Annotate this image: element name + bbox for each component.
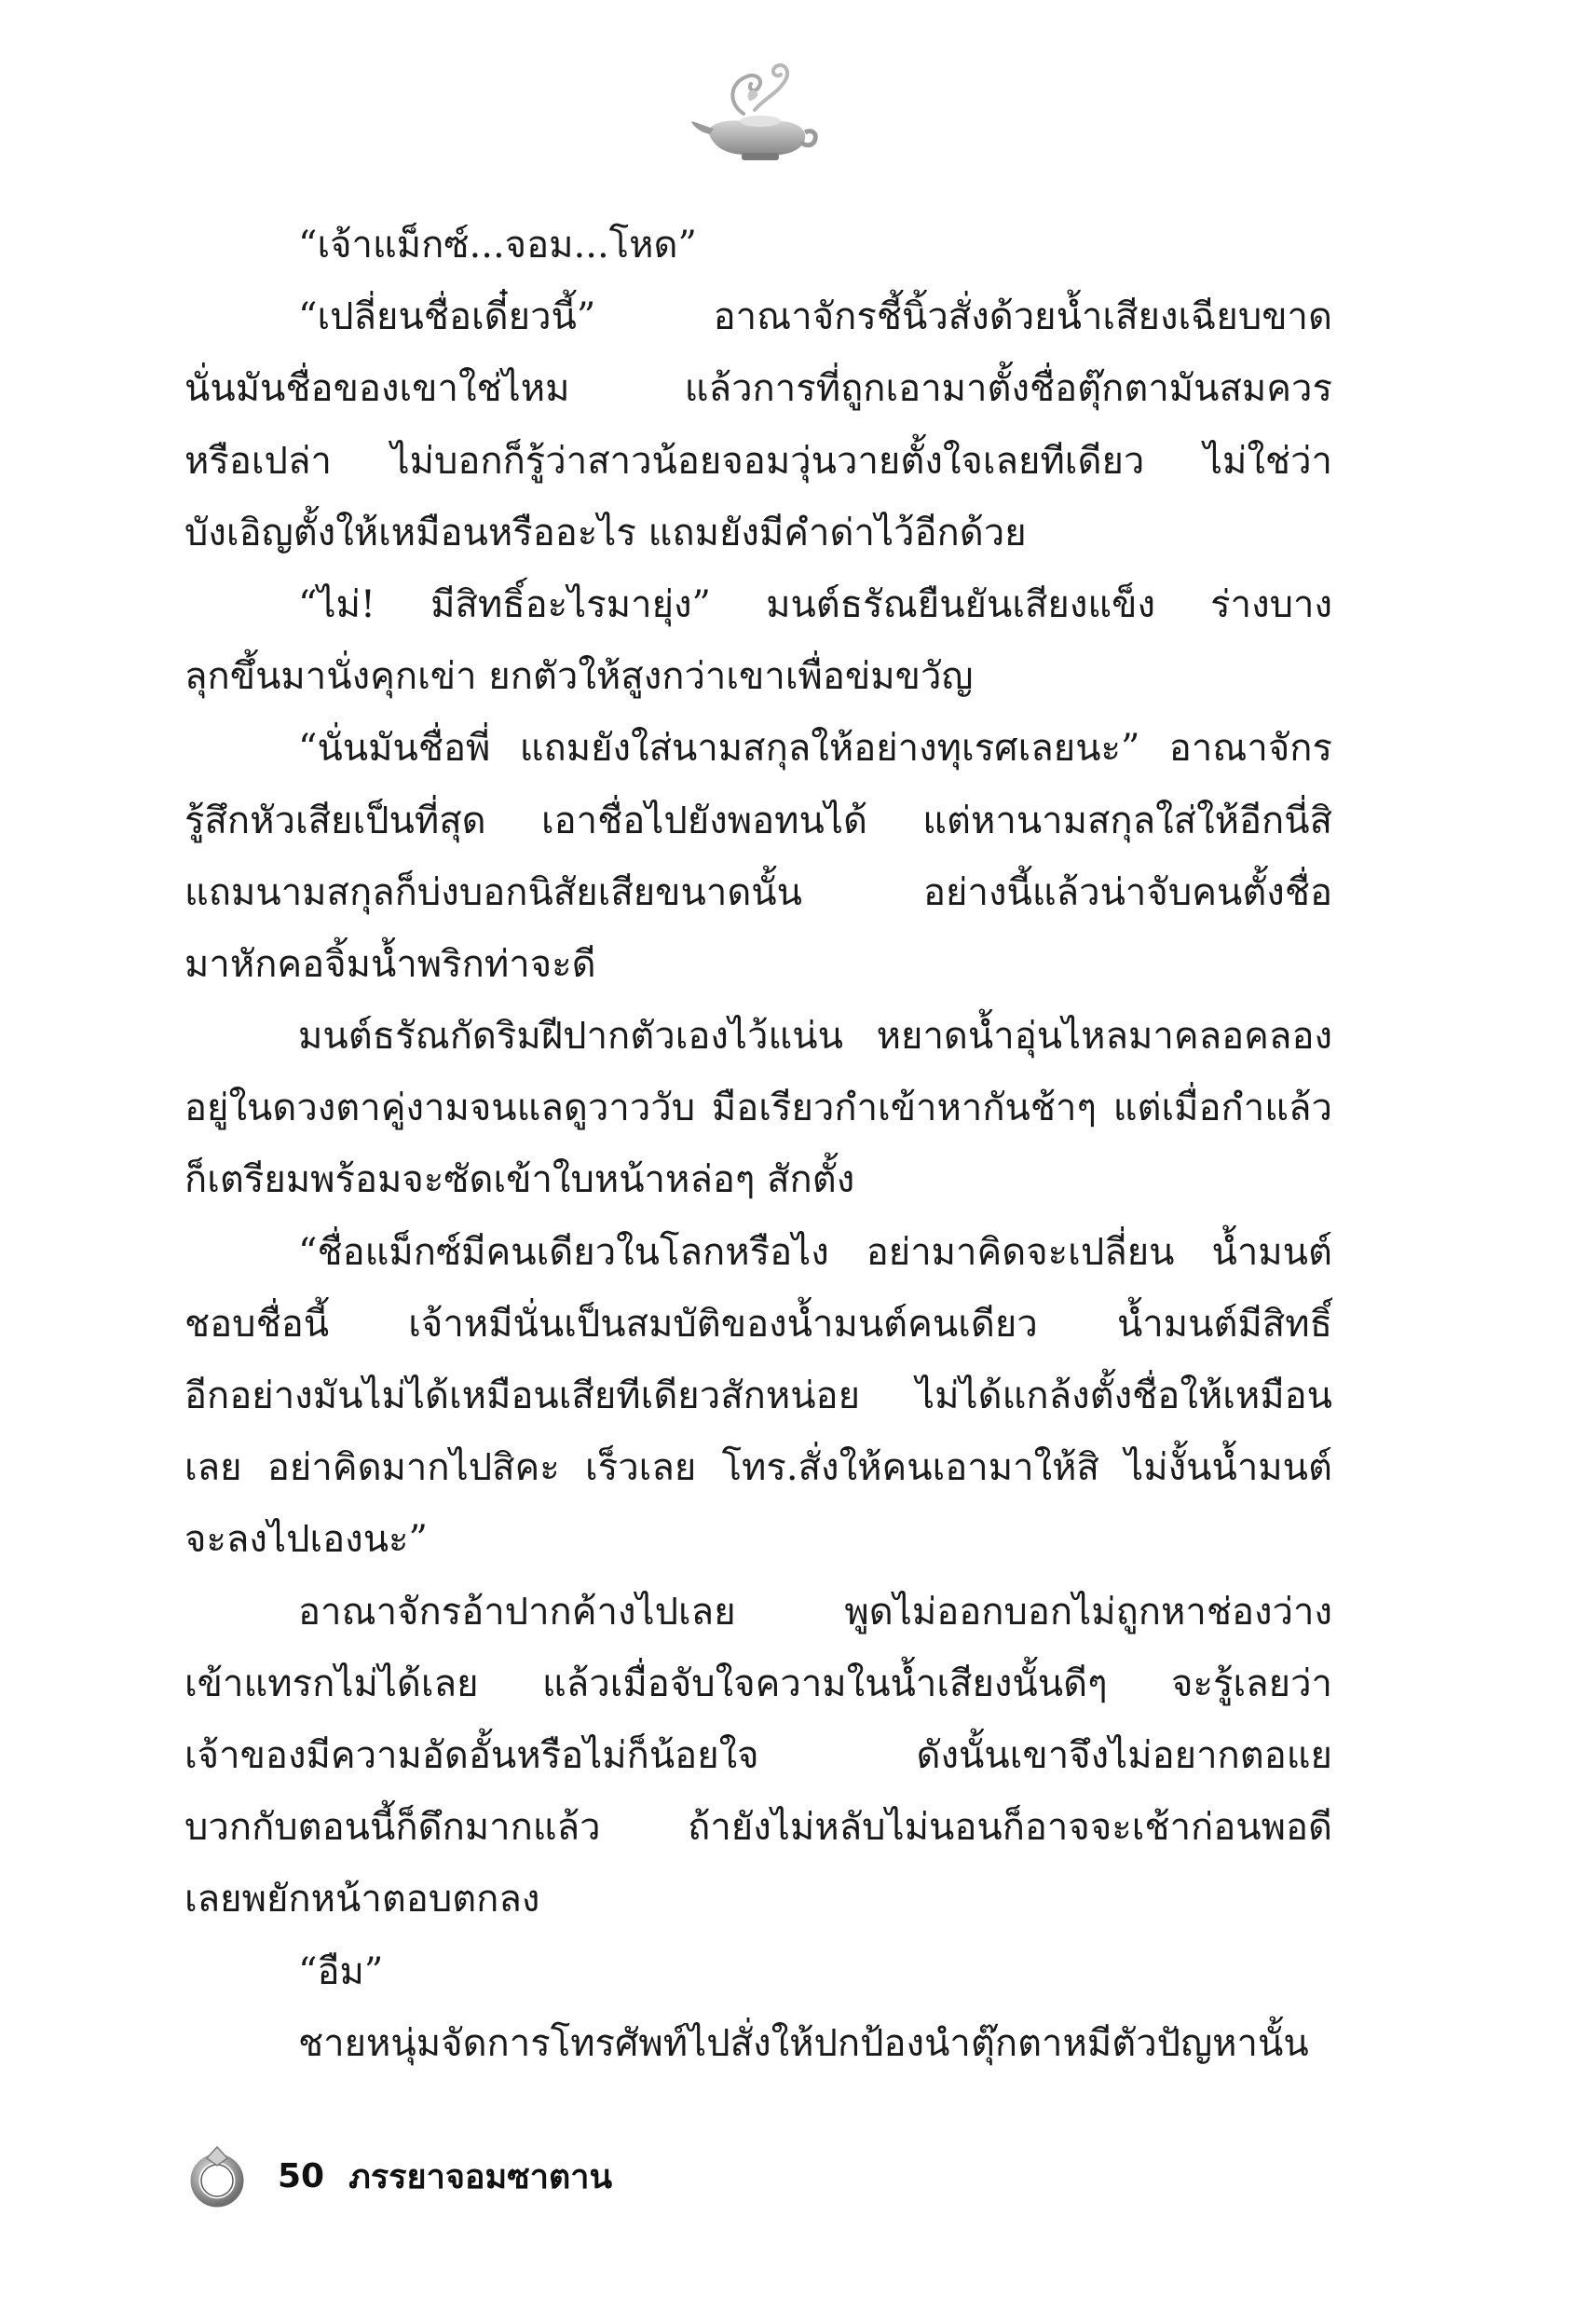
text-line: “เปลี่ยนชื่อเดี๋ยวนี้” อาณาจักรชี้นิ้วสั่งด้วยน้ำเสียงเฉียบขาด xyxy=(298,295,1332,339)
text-line: อยู่ในดวงตาคู่งามจนแลดูวาววับ มือเรียวกำเข้าหากันช้าๆ แต่เมื่อกำแล้ว xyxy=(184,1087,1332,1130)
text-line: “อืม” xyxy=(298,1949,384,1993)
text-line: ชอบชื่อนี้ เจ้าหมีนั่นเป็นสมบัติของน้ำมนต์คนเดียว น้ำมนต์มีสิทธิ์ xyxy=(184,1302,1332,1346)
body-text xyxy=(184,210,1332,2080)
genie-lamp-icon xyxy=(689,56,820,168)
text-line: “นั่นมันชื่อพี่ แถมยังใส่นามสกุลให้อย่างทุเรศเลยนะ” อาณาจักร xyxy=(298,727,1332,771)
text-line: จะลงไปเองนะ” xyxy=(184,1518,428,1562)
text-line: รู้สึกหัวเสียเป็นที่สุด เอาชื่อไปยังพอทนได้ แต่หานามสกุลใส่ให้อีกนี่สิ xyxy=(184,799,1332,842)
page-footer xyxy=(184,2143,612,2208)
book-title: ภรรยาจอมซาตาน xyxy=(348,2157,613,2196)
text-line: เข้าแทรกไม่ได้เลย แล้วเมื่อจับใจความในน้ำเสียงนั้นดีๆ จะรู้เลยว่า xyxy=(184,1661,1332,1705)
text-line: บวกกับตอนนี้ก็ดึกมากแล้ว ถ้ายังไม่หลับไม่นอนก็อาจจะเช้าก่อนพอดี xyxy=(184,1806,1332,1850)
text-line: บังเอิญตั้งให้เหมือนหรืออะไร แถมยังมีคำด่าไว้อีกด้วย xyxy=(184,511,1027,554)
text-line: อีกอย่างมันไม่ได้เหมือนเสียทีเดียวสักหน่อย ไม่ได้แกล้งตั้งชื่อให้เหมือน xyxy=(184,1374,1332,1417)
text-line: แถมนามสกุลก็บ่งบอกนิสัยเสียขนาดนั้น อย่างนี้แล้วน่าจับคนตั้งชื่อ xyxy=(184,870,1332,914)
text-line: นั่นมันชื่อของเขาใช่ไหม แล้วการที่ถูกเอามาตั้งชื่อตุ๊กตามันสมควร xyxy=(184,367,1332,411)
text-line: ลุกขึ้นมานั่งคุกเข่า ยกตัวให้สูงกว่าเขาเพื่อข่มขวัญ xyxy=(184,655,974,699)
text-line: “ไม่! มีสิทธิ์อะไรมายุ่ง” มนต์ธรัณยืนยันเสียงแข็ง ร่างบาง xyxy=(298,582,1332,626)
text-line: เลย อย่าคิดมากไปสิคะ เร็วเลย โทร.สั่งให้คนเอามาให้สิ ไม่งั้นน้ำมนต์ xyxy=(184,1446,1332,1490)
page-number: 50 xyxy=(278,2156,325,2195)
text-line: มนต์ธรัณกัดริมฝีปากตัวเองไว้แน่น หยาดน้ำอุ่นไหลมาคลอคลอง xyxy=(298,1015,1332,1059)
text-line: มาหักคอจิ้มน้ำพริกท่าจะดี xyxy=(184,942,596,986)
text-line: ก็เตรียมพร้อมจะซัดเข้าใบหน้าหล่อๆ สักตั้ง xyxy=(184,1158,855,1202)
text-line: หรือเปล่า ไม่บอกก็รู้ว่าสาวน้อยจอมวุ่นวายตั้งใจเลยทีเดียว ไม่ใช่ว่า xyxy=(184,439,1332,483)
text-line: “ชื่อแม็กซ์มีคนเดียวในโลกหรือไง อย่ามาคิดจะเปลี่ยน น้ำมนต์ xyxy=(298,1230,1332,1274)
text-line: ชายหนุ่มจัดการโทรศัพท์ไปสั่งให้ปกป้องนำตุ๊กตาหมีตัวปัญหานั้น xyxy=(298,2021,1309,2065)
text-line: เจ้าของมีความอัดอั้นหรือไม่ก็น้อยใจ ดังนั้นเขาจึงไม่อยากตอแย xyxy=(184,1733,1332,1777)
text-line: เลยพยักหน้าตอบตกลง xyxy=(184,1878,540,1921)
diamond-ring-icon xyxy=(184,2143,250,2208)
text-line: “เจ้าแม็กซ์...จอม...โหด” xyxy=(298,224,697,267)
text-line: อาณาจักรอ้าปากค้างไปเลย พูดไม่ออกบอกไม่ถูกหาช่องว่าง xyxy=(298,1590,1332,1634)
